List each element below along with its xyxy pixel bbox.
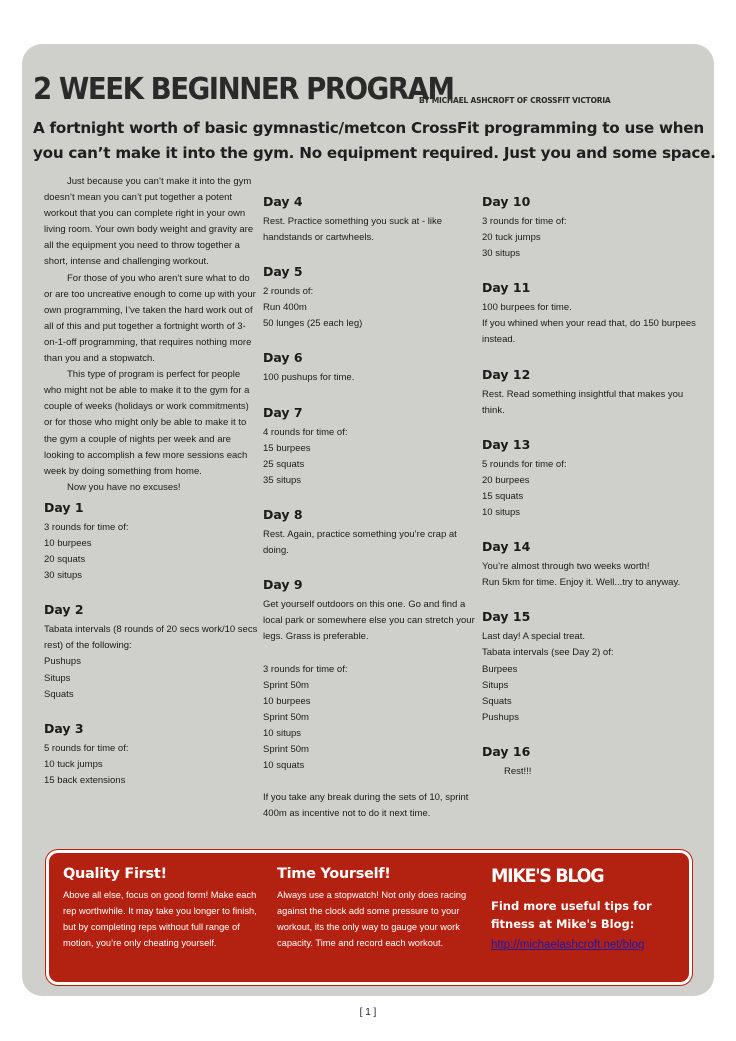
intro-paragraph: Just because you can’t make it into the gym doesn’t mean you can’t put together a potent workout that you can complete right in your own living room. Your own body weight and gravity are all the equipment you need to throw together a short, intense and challenging workout. [44, 176, 254, 268]
day-block [263, 346, 477, 400]
day-block [263, 401, 477, 503]
day-heading: Day 4 [263, 194, 303, 209]
day-line: 10 burpees [44, 537, 92, 549]
day-line: 4 rounds for time of: [263, 426, 348, 438]
day-heading: Day 15 [482, 609, 531, 625]
day-block [482, 535, 696, 605]
page-subtitle: A fortnight worth of basic gymnastic/metcon CrossFit programming to use when you can’t make it into the gym. No equipment required. Just you and some space. [33, 119, 716, 162]
day-line: 15 squats [482, 490, 524, 502]
intro-paragraph: For those of you who aren’t sure what to do or are too uncreative enough to come up with your own programming, I’ve taken the hard work out of all of this and put together a fortnight worth of 3-on-1-off programming, that requires nothing more than you and a stopwatch. [44, 272, 256, 365]
day-heading: Day 1 [44, 499, 84, 515]
day-line: 30 situps [482, 248, 521, 260]
column-2 [263, 190, 477, 822]
day-block [263, 503, 477, 573]
day-line: Tabata intervals (8 rounds of 20 secs work/10 secs rest) of the following: [44, 624, 258, 652]
day-line: 20 tuck jumps [482, 232, 541, 244]
day-line: Last day! A special treat. [482, 631, 585, 643]
blog-link[interactable]: http://michaelashcroft.net/blog [491, 939, 645, 951]
day-heading: Day 3 [44, 720, 84, 736]
day-line: 10 situps [263, 727, 302, 739]
day-block [263, 190, 477, 260]
day-line: Run 5km for time. Enjoy it. Well...try to anyway. [482, 577, 681, 589]
day-heading: Day 10 [482, 194, 531, 209]
day-line: 3 rounds for time of: [44, 521, 129, 533]
day-line: If you whined when your read that, do 150 burpees instead. [482, 318, 696, 346]
day-line: If you take any break during the sets of 10, sprint 400m as incentive not to do it next time. [263, 792, 469, 820]
day-line: 10 situps [482, 507, 521, 519]
day-heading: Day 11 [482, 280, 531, 296]
day-line: Sprint 50m [263, 743, 309, 755]
day-line: 100 burpees for time. [482, 302, 572, 314]
day-line: Burpees [482, 663, 518, 675]
day-line: 5 rounds for time of: [44, 742, 129, 754]
tip-time-title: Time Yourself! [277, 866, 391, 882]
column-1 [44, 174, 258, 789]
tip-quality [63, 863, 263, 951]
day-block [482, 276, 696, 362]
tip-time [277, 863, 477, 951]
day-block [482, 190, 696, 276]
day-line: 100 pushups for time. [263, 372, 355, 384]
day-line: Tabata intervals (see Day 2) of: [482, 647, 614, 659]
day-line: You’re almost through two weeks worth! [482, 561, 650, 573]
page-number: [ 1 ] [359, 1007, 377, 1018]
day-line: Sprint 50m [263, 679, 309, 691]
day-line: 3 rounds for time of: [263, 663, 348, 675]
title-row [33, 70, 713, 110]
column-3 [482, 190, 696, 780]
blog-text: Find more useful tips for fitness at Mike's Blog: [491, 899, 652, 931]
day-heading: Day 7 [263, 404, 303, 420]
day-heading: Day 6 [263, 350, 303, 366]
day-line: 30 situps [44, 570, 83, 582]
day-block [44, 598, 258, 716]
day-line: Sprint 50m [263, 711, 309, 723]
day-heading: Day 9 [263, 577, 303, 593]
day-line: Squats [482, 695, 512, 707]
day-line: Situps [44, 672, 71, 684]
day-list-1 [44, 496, 258, 789]
day-line: 2 rounds of: [263, 286, 314, 298]
day-line: 10 squats [263, 760, 305, 772]
day-line: Rest. Read something insightful that makes you think. [482, 388, 684, 416]
tip-quality-text: Above all else, focus on good form! Make each rep worthwhile. It may take you longer to finish, but by completing reps without full range of motion, you’re only cheating yourself. [63, 890, 257, 949]
tips-box [46, 850, 692, 985]
blog-title: MIKE'S BLOG [491, 865, 604, 887]
day-line: 15 burpees [263, 442, 311, 454]
day-line: 15 back extensions [44, 774, 126, 786]
day-heading: Day 8 [263, 506, 303, 522]
day-line: 5 rounds for time of: [482, 458, 567, 470]
day-line: Rest. Practice something you suck at - like handstands or cartwheels. [263, 216, 442, 244]
day-line: Get yourself outdoors on this one. Go and find a local park or somewhere else you can stretch your legs. Grass is preferable. [263, 599, 475, 643]
page-title: 2 WEEK BEGINNER PROGRAM [33, 72, 454, 107]
day-block [482, 605, 696, 740]
intro-paragraph: This type of program is perfect for people who might not be able to make it to the gym for a couple of weeks (holidays or work commitments) or for those who might only be able to make it to the gym a couple of nights per week and are looking to accomplish a few more sessions each week by doing something from home. [44, 369, 250, 477]
day-line [263, 645, 477, 661]
day-list-3 [482, 190, 696, 780]
day-block [263, 573, 477, 822]
day-line: Rest!!! [504, 765, 532, 777]
day-line: Rest. Again, practice something you’re crap at doing. [263, 528, 457, 557]
day-block [482, 363, 696, 433]
day-block [482, 740, 696, 780]
day-block [44, 717, 258, 789]
day-line: 10 burpees [263, 695, 311, 707]
day-line [263, 774, 477, 790]
day-heading: Day 5 [263, 264, 303, 280]
day-line: 10 tuck jumps [44, 758, 103, 770]
day-line: Pushups [482, 711, 519, 723]
day-line: 20 burpees [482, 474, 530, 486]
day-list-2 [263, 190, 477, 822]
day-line: Run 400m [263, 302, 307, 314]
day-line: 25 squats [263, 458, 305, 470]
day-block [263, 260, 477, 346]
blog-promo [491, 863, 686, 954]
day-heading: Day 13 [482, 436, 531, 452]
day-line: Squats [44, 688, 74, 700]
day-line: 35 situps [263, 474, 302, 486]
intro-paragraph: Now you have no excuses! [67, 481, 181, 493]
day-heading: Day 12 [482, 366, 531, 382]
day-line: Situps [482, 679, 509, 691]
day-heading: Day 14 [482, 539, 531, 555]
day-block [44, 496, 258, 598]
day-block [482, 433, 696, 535]
day-line: 20 squats [44, 554, 86, 566]
day-line: 50 lunges (25 each leg) [263, 318, 363, 330]
day-line: 3 rounds for time of: [482, 216, 567, 227]
tip-quality-title: Quality First! [63, 866, 167, 882]
day-line: Pushups [44, 656, 81, 668]
intro-text [44, 174, 258, 496]
day-heading: Day 16 [482, 743, 531, 759]
byline: BY MICHAEL ASHCROFT OF CROSSFIT VICTORIA [419, 96, 611, 105]
day-heading: Day 2 [44, 602, 84, 618]
tip-time-text: Always use a stopwatch! Not only does racing against the clock add some pressure to your workout, its the only way to gauge your work capacity. Time and record each workout. [277, 890, 467, 949]
